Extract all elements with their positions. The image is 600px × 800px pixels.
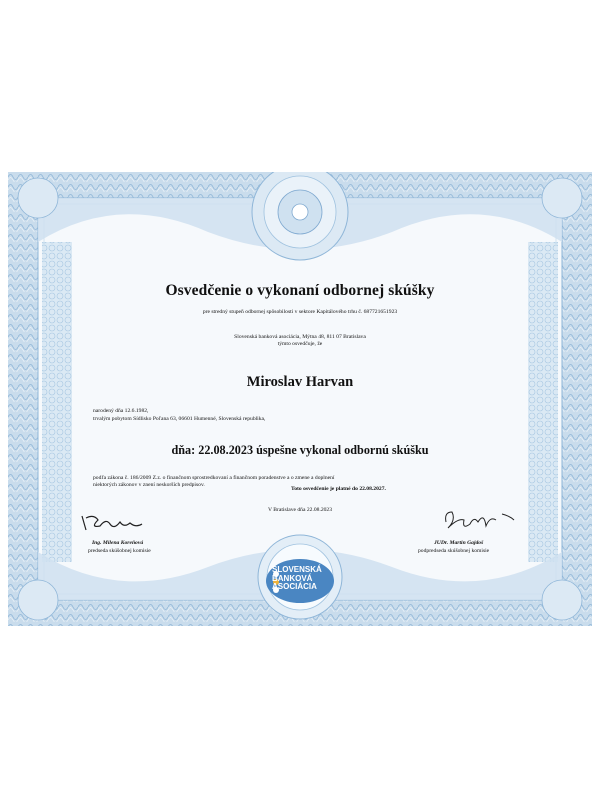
law-line-1: podľa zákona č. 186/2009 Z.z. o finančnom sprostredkovaní a finančnom poradenstve a o zmene a doplnení [93, 475, 335, 481]
right-signatory-name: JUDr. Martin Gajdoš [434, 540, 484, 546]
place-date: V Bratislave dňa 22.08.2023 [267, 507, 333, 513]
logo-line-2: BANKOVÁ [272, 573, 313, 583]
logo-line-1: SLOVENSKÁ [272, 565, 322, 574]
exam-result: dňa: 22.08.2023 úspešne vykonal odbornú skúšku [171, 443, 429, 457]
certificate-title: Osvedčenie o vykonaní odbornej skúšky [165, 282, 435, 299]
left-signatory-name: Ing. Milena Koreňová [92, 540, 144, 546]
residence-line: trvalým pobytom Sídlisko Poľana 63, 06601 Humenné, Slovenská republika, [93, 416, 266, 422]
signature-right [440, 504, 520, 536]
logo-line-3: ASOCIÁCIA [272, 582, 317, 591]
sba-logo-text [272, 566, 342, 592]
certifies-line: týmto osvedčuje, že [277, 341, 323, 347]
signature-left [80, 510, 150, 538]
right-signatory-role: podpredseda skúšobnej komisie [418, 548, 490, 554]
certificate-subtitle: pre stredný stupeň odbornej spôsobilosti v sektore Kapitálového trhu č. 687721651923 [202, 309, 398, 315]
issuer-line: Slovenská banková asociácia, Mýtna 48, 811 07 Bratislava [234, 334, 366, 340]
holder-name: Miroslav Harvan [246, 374, 354, 390]
validity-line: Toto osvedčenie je platné do 22.08.2027. [291, 486, 386, 492]
law-line-2: niektorých zákonov v znení neskorších predpisov. [93, 482, 205, 488]
left-signatory-role: predseda skúšobnej komisie [88, 548, 151, 554]
birth-date-line: narodený dňa 12.6.1982, [93, 408, 149, 414]
